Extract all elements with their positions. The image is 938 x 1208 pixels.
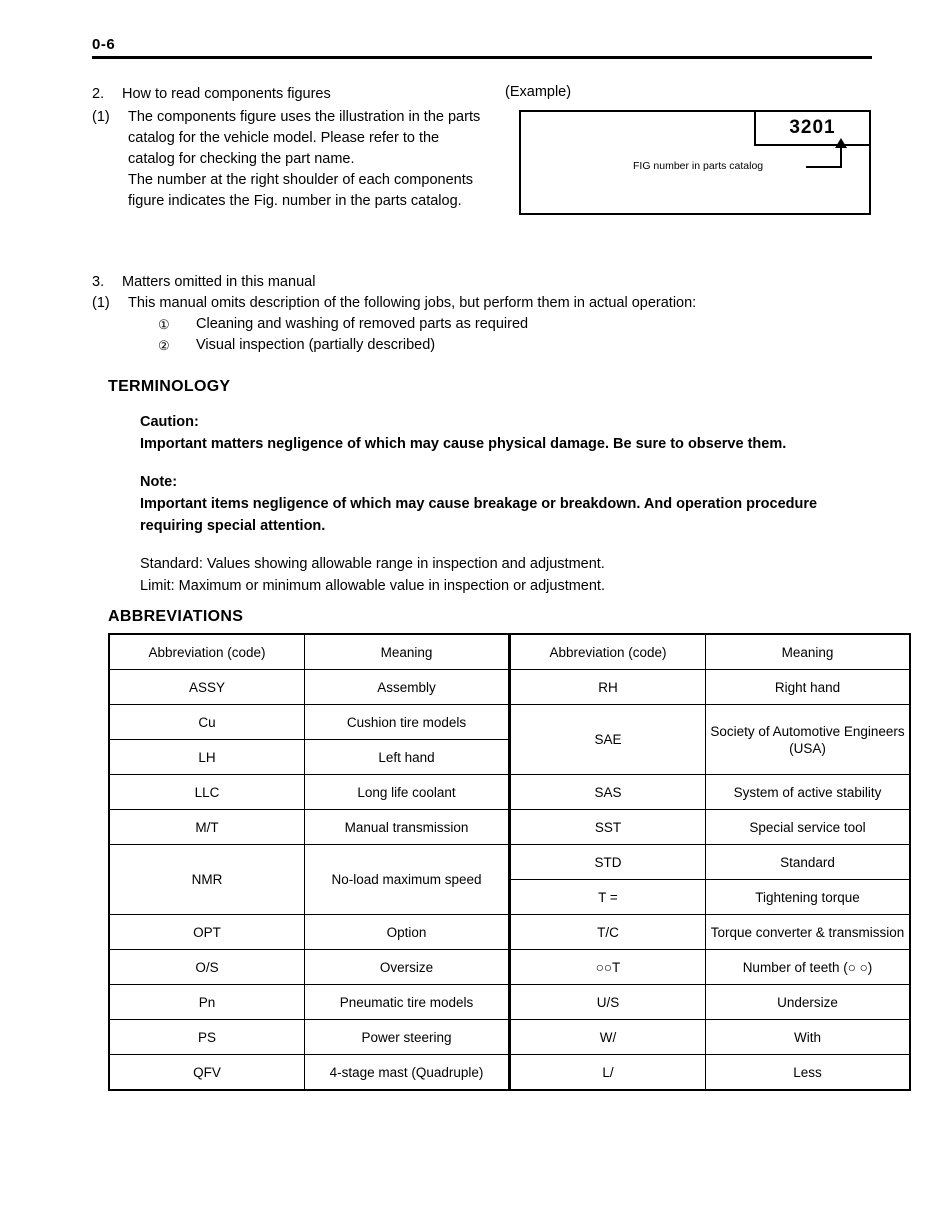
cell-meaning-left: Pneumatic tire models bbox=[305, 985, 510, 1020]
section-3-item-text: This manual omits description of the following jobs, but perform them in actual operation: bbox=[128, 295, 697, 311]
header-abbrev-left: Abbreviation (code) bbox=[109, 634, 305, 670]
sub-item-1-marker: ① bbox=[158, 317, 170, 332]
caution-label: Caution: bbox=[140, 414, 199, 430]
cell-code-left: Pn bbox=[109, 985, 305, 1020]
callout-vertical-line bbox=[840, 146, 842, 167]
sub-item-2-marker: ② bbox=[158, 338, 170, 353]
callout-leader-line bbox=[806, 166, 842, 168]
cell-code-right: T/C bbox=[510, 915, 706, 950]
terminology-body bbox=[140, 411, 878, 597]
cell-meaning-left: Oversize bbox=[305, 950, 510, 985]
cell-meaning-right: Number of teeth (○ ○) bbox=[706, 950, 911, 985]
section-2-paragraph-2: The number at the right shoulder of each components figure indicates the Fig. number in the parts catalog. bbox=[128, 172, 473, 209]
section-3-sub-item-1 bbox=[158, 314, 872, 335]
cell-code-left: M/T bbox=[109, 810, 305, 845]
cell-code-right: SAS bbox=[510, 775, 706, 810]
page-header bbox=[92, 36, 872, 59]
sub-item-1-text: Cleaning and washing of removed parts as required bbox=[196, 316, 529, 332]
table-row bbox=[109, 950, 910, 985]
cell-meaning-left: Option bbox=[305, 915, 510, 950]
abbreviations-table bbox=[108, 633, 911, 1091]
section-how-to-read bbox=[92, 84, 482, 212]
cell-code-right: U/S bbox=[510, 985, 706, 1020]
sub-item-2-text: Visual inspection (partially described) bbox=[196, 337, 436, 353]
fig-number-value: 3201 bbox=[754, 112, 869, 146]
header-meaning-right: Meaning bbox=[706, 634, 911, 670]
cell-meaning-left: No-load maximum speed bbox=[305, 845, 510, 915]
cell-code-left: ASSY bbox=[109, 670, 305, 705]
section-2-heading bbox=[92, 84, 482, 105]
cell-code-left: QFV bbox=[109, 1055, 305, 1091]
callout-arrow-icon bbox=[835, 138, 847, 148]
standard-definition: Standard: Values showing allowable range in inspection and adjustment. bbox=[140, 556, 605, 572]
cell-code-right: L/ bbox=[510, 1055, 706, 1091]
cell-meaning-left: Assembly bbox=[305, 670, 510, 705]
section-3-heading bbox=[92, 272, 872, 293]
abbreviations-title: ABBREVIATIONS bbox=[108, 608, 244, 625]
section-3-sub-item-2 bbox=[158, 335, 872, 356]
cell-meaning-right: Less bbox=[706, 1055, 911, 1091]
header-meaning-left: Meaning bbox=[305, 634, 510, 670]
cell-meaning-right: With bbox=[706, 1020, 911, 1055]
table-header-row bbox=[109, 634, 910, 670]
cell-code-right: ○○T bbox=[510, 950, 706, 985]
header-divider bbox=[92, 56, 872, 59]
cell-meaning-left: 4-stage mast (Quadruple) bbox=[305, 1055, 510, 1091]
header-abbrev-right: Abbreviation (code) bbox=[510, 634, 706, 670]
cell-meaning-right: Society of Automotive Engineers (USA) bbox=[706, 705, 911, 775]
cell-meaning-right: System of active stability bbox=[706, 775, 911, 810]
cell-meaning-left: Cushion tire models bbox=[305, 705, 510, 740]
cell-code-left: PS bbox=[109, 1020, 305, 1055]
table-row bbox=[109, 775, 910, 810]
cell-code-left: OPT bbox=[109, 915, 305, 950]
cell-meaning-right: Torque converter & transmission bbox=[706, 915, 911, 950]
section-3-item-marker: (1) bbox=[92, 295, 110, 311]
cell-meaning-left: Power steering bbox=[305, 1020, 510, 1055]
section-matters-omitted bbox=[92, 272, 872, 356]
cell-meaning-left: Long life coolant bbox=[305, 775, 510, 810]
example-figure bbox=[519, 110, 871, 215]
cell-meaning-right: Special service tool bbox=[706, 810, 911, 845]
cell-meaning-right: Tightening torque bbox=[706, 880, 911, 915]
cell-code-right: STD bbox=[510, 845, 706, 880]
section-3-item-1 bbox=[92, 293, 872, 314]
section-3-title: Matters omitted in this manual bbox=[122, 274, 316, 290]
cell-meaning-left: Left hand bbox=[305, 740, 510, 775]
cell-code-right: SAE bbox=[510, 705, 706, 775]
page-number: 0-6 bbox=[92, 36, 116, 53]
section-2-item-marker: (1) bbox=[92, 109, 110, 125]
section-2-item-1-continued bbox=[92, 170, 482, 212]
section-2-paragraph-1: The components figure uses the illustration in the parts catalog for the vehicle model. Please refer to the catalog for checking the part name. bbox=[128, 109, 481, 167]
cell-code-right: RH bbox=[510, 670, 706, 705]
cell-code-right: SST bbox=[510, 810, 706, 845]
cell-code-right: W/ bbox=[510, 1020, 706, 1055]
cell-meaning-right: Right hand bbox=[706, 670, 911, 705]
table-row bbox=[109, 985, 910, 1020]
table-row bbox=[109, 845, 910, 880]
cell-code-right: T = bbox=[510, 880, 706, 915]
cell-meaning-right: Undersize bbox=[706, 985, 911, 1020]
table-row bbox=[109, 810, 910, 845]
table-row bbox=[109, 705, 910, 740]
section-2-title: How to read components figures bbox=[122, 86, 331, 102]
limit-definition: Limit: Maximum or minimum allowable value in inspection or adjustment. bbox=[140, 578, 605, 594]
section-3-number: 3. bbox=[92, 274, 105, 290]
terminology-title: TERMINOLOGY bbox=[108, 378, 231, 395]
table-row bbox=[109, 915, 910, 950]
cell-code-left: O/S bbox=[109, 950, 305, 985]
cell-code-left: NMR bbox=[109, 845, 305, 915]
table-row bbox=[109, 1020, 910, 1055]
section-terminology bbox=[108, 376, 878, 597]
note-label: Note: bbox=[140, 474, 178, 490]
cell-meaning-right: Standard bbox=[706, 845, 911, 880]
table-row bbox=[109, 670, 910, 705]
example-label: (Example) bbox=[505, 84, 572, 100]
cell-code-left: Cu bbox=[109, 705, 305, 740]
fig-number-callout-text: FIG number in parts catalog bbox=[633, 160, 764, 172]
cell-meaning-left: Manual transmission bbox=[305, 810, 510, 845]
note-text: Important items negligence of which may cause breakage or breakdown. And operation procedure requiring special attention. bbox=[140, 496, 818, 534]
cell-code-left: LH bbox=[109, 740, 305, 775]
caution-text: Important matters negligence of which may cause physical damage. Be sure to observe them. bbox=[140, 436, 787, 452]
section-2-number: 2. bbox=[92, 86, 105, 102]
cell-code-left: LLC bbox=[109, 775, 305, 810]
table-row bbox=[109, 1055, 910, 1091]
section-2-item-1 bbox=[92, 107, 482, 170]
